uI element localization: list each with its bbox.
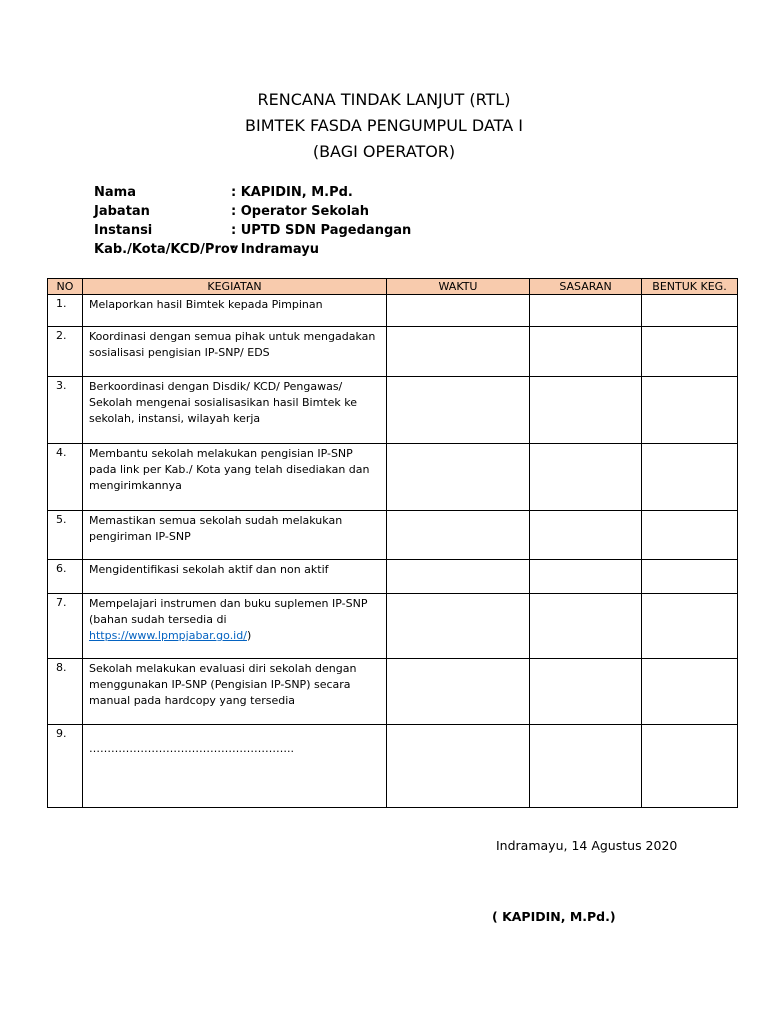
cell-bentuk xyxy=(642,725,738,808)
cell-kegiatan: ……………………………………………….. xyxy=(83,725,387,808)
table-header-row xyxy=(48,279,738,295)
cell-waktu xyxy=(387,511,530,560)
cell-kegiatan: Melaporkan hasil Bimtek kepada Pimpinan xyxy=(83,295,387,327)
cell-sasaran xyxy=(530,594,642,659)
cell-waktu xyxy=(387,725,530,808)
cell-bentuk xyxy=(642,377,738,444)
cell-no: 6. xyxy=(48,560,83,594)
identity-block xyxy=(94,183,411,259)
cell-sasaran xyxy=(530,295,642,327)
cell-bentuk xyxy=(642,594,738,659)
cell-no: 2. xyxy=(48,327,83,377)
cell-sasaran xyxy=(530,725,642,808)
column-header-bentuk: BENTUK KEG. xyxy=(642,279,738,295)
table-row xyxy=(48,377,738,444)
cell-kegiatan: Koordinasi dengan semua pihak untuk mengadakan sosialisasi pengisian IP-SNP/ EDS xyxy=(83,327,387,377)
cell-bentuk xyxy=(642,444,738,511)
identity-row-instansi xyxy=(94,221,411,240)
identity-row-nama xyxy=(94,183,411,202)
column-header-kegiatan: KEGIATAN xyxy=(83,279,387,295)
identity-label: Nama xyxy=(94,185,136,200)
cell-waktu xyxy=(387,444,530,511)
document-audience: (BAGI OPERATOR) xyxy=(312,142,456,161)
cell-kegiatan: Mengidentifikasi sekolah aktif dan non aktif xyxy=(83,560,387,594)
document-subtitle: BIMTEK FASDA PENGUMPUL DATA I xyxy=(245,116,523,135)
cell-bentuk xyxy=(642,659,738,725)
cell-no: 4. xyxy=(48,444,83,511)
table-row xyxy=(48,444,738,511)
identity-row-jabatan xyxy=(94,202,411,221)
cell-no: 9. xyxy=(48,725,83,808)
lpmp-link[interactable]: https://www.lpmpjabar.go.id/ xyxy=(89,629,247,642)
kegiatan-text-end: ) xyxy=(246,629,252,642)
table-row xyxy=(48,560,738,594)
cell-bentuk xyxy=(642,327,738,377)
cell-kegiatan: Memastikan semua sekolah sudah melakukan pengiriman IP-SNP xyxy=(83,511,387,560)
identity-label: Kab./Kota/KCD/Prov xyxy=(94,242,239,257)
document-title: RENCANA TINDAK LANJUT (RTL) xyxy=(257,90,511,109)
cell-no: 1. xyxy=(48,295,83,327)
kegiatan-text: Mempelajari instrumen dan buku suplemen IP-SNP (bahan sudah tersedia di xyxy=(89,597,368,626)
cell-kegiatan: Membantu sekolah melakukan pengisian IP-SNP pada link per Kab./ Kota yang telah disediakan dan mengirimkannya xyxy=(83,444,387,511)
cell-sasaran xyxy=(530,511,642,560)
cell-no: 8. xyxy=(48,659,83,725)
column-header-sasaran: SASARAN xyxy=(530,279,642,295)
identity-value: : KAPIDIN, M.Pd. xyxy=(231,185,353,200)
cell-no: 3. xyxy=(48,377,83,444)
cell-sasaran xyxy=(530,377,642,444)
cell-waktu xyxy=(387,560,530,594)
cell-waktu xyxy=(387,295,530,327)
identity-row-wilayah xyxy=(94,240,411,259)
cell-kegiatan: Berkoordinasi dengan Disdik/ KCD/ Pengawas/ Sekolah mengenai sosialisasikan hasil Bimtek ke sekolah, instansi, wilayah kerja xyxy=(83,377,387,444)
column-header-no: NO xyxy=(48,279,83,295)
table-row xyxy=(48,659,738,725)
table-row xyxy=(48,327,738,377)
rtl-table xyxy=(47,278,738,808)
cell-waktu xyxy=(387,659,530,725)
table-row xyxy=(48,511,738,560)
cell-kegiatan: Sekolah melakukan evaluasi diri sekolah dengan menggunakan IP-SNP (Pengisian IP-SNP) secara manual pada hardcopy yang tersedia xyxy=(83,659,387,725)
table-row xyxy=(48,725,738,808)
identity-label: Instansi xyxy=(94,223,153,238)
cell-waktu xyxy=(387,377,530,444)
identity-label: Jabatan xyxy=(94,204,150,219)
cell-bentuk xyxy=(642,560,738,594)
cell-kegiatan xyxy=(83,594,387,659)
cell-bentuk xyxy=(642,295,738,327)
cell-waktu xyxy=(387,594,530,659)
cell-sasaran xyxy=(530,327,642,377)
identity-value: : UPTD SDN Pagedangan xyxy=(231,223,412,238)
cell-sasaran xyxy=(530,560,642,594)
column-header-waktu: WAKTU xyxy=(387,279,530,295)
cell-no: 7. xyxy=(48,594,83,659)
identity-value: : Operator Sekolah xyxy=(231,204,370,219)
cell-bentuk xyxy=(642,511,738,560)
identity-value: : Indramayu xyxy=(231,242,319,257)
cell-waktu xyxy=(387,327,530,377)
table-row xyxy=(48,295,738,327)
table-row xyxy=(48,594,738,659)
cell-sasaran xyxy=(530,659,642,725)
place-date: Indramayu, 14 Agustus 2020 xyxy=(496,838,678,853)
signatory-name: ( KAPIDIN, M.Pd.) xyxy=(492,909,616,924)
cell-no: 5. xyxy=(48,511,83,560)
cell-sasaran xyxy=(530,444,642,511)
